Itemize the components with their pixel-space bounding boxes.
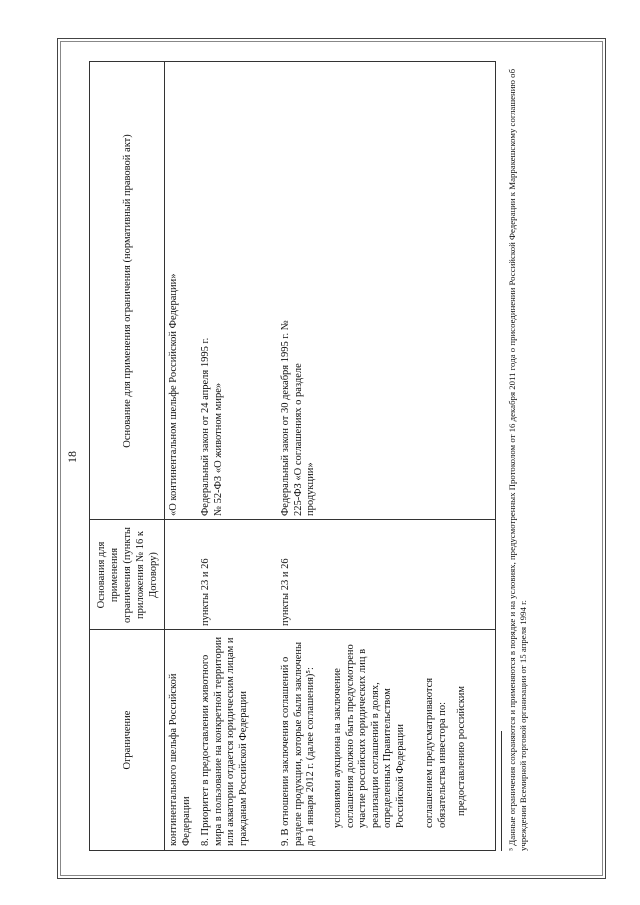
- row1-restriction: 8. Приоритет в предоставлении животного мира в пользование на конкретной территории или акватории отдается юридическим лицам и гражданам Российской Федерации: [200, 636, 249, 846]
- footnote-separator: [501, 731, 502, 851]
- rotated-page: [61, 41, 601, 873]
- row2-sub3: предоставлению российским: [456, 685, 467, 816]
- row2-grounds: пункты 23 и 26: [280, 558, 291, 626]
- column-legal-act: [90, 62, 495, 520]
- header-grounds: Основания для применения ограничения (пункты приложения № 16 к Договору): [90, 520, 165, 630]
- row2-restriction: 9. В отношении заключения соглашений о разделе продукции, которые были заключены до 1 января 2012 г. (далее соглашения)⁵:: [280, 641, 316, 846]
- row0-legal-act: «О континентальном шельфе Российской Федерации»: [168, 273, 179, 516]
- column-grounds: [90, 519, 495, 630]
- column-restriction: [90, 629, 495, 850]
- row2-sub2: соглашением предусматриваются обязательства инвестора по:: [424, 677, 448, 828]
- page-number: 18: [65, 451, 79, 463]
- restrictions-table: [89, 61, 496, 851]
- footnote: ⁵ Данные ограничения сохраняются и применяются в порядке и на условиях, предусмотренных Протоколом от 16 декабря 2011 года о присоединении Российской Федерации к Марракешскому соглашению об учреждении Всемирной торговой организации от 15 апреля 1994 г.: [507, 68, 528, 851]
- row2-legal-act: Федеральный закон от 30 декабря 1995 г. № 225-ФЗ «О соглашениях о разделе продукции»: [280, 320, 316, 516]
- header-legal-act: Основание для применения ограничения (нормативный правовой акт): [90, 62, 165, 520]
- row1-legal-act: Федеральный закон от 24 апреля 1995 г. № 52-ФЗ «О животном мире»: [200, 337, 224, 516]
- row0-restriction: континентального шельфа Российской Федерации: [168, 673, 192, 846]
- row1-grounds: пункты 23 и 26: [200, 558, 211, 626]
- header-restriction: Ограничение: [90, 630, 165, 850]
- row2-sub1: условиями аукциона на заключение соглашения должно быть предусмотрено участие российских юридических лиц в реализации соглашений в долях, определенных Правительством Российской Федерации: [332, 644, 406, 828]
